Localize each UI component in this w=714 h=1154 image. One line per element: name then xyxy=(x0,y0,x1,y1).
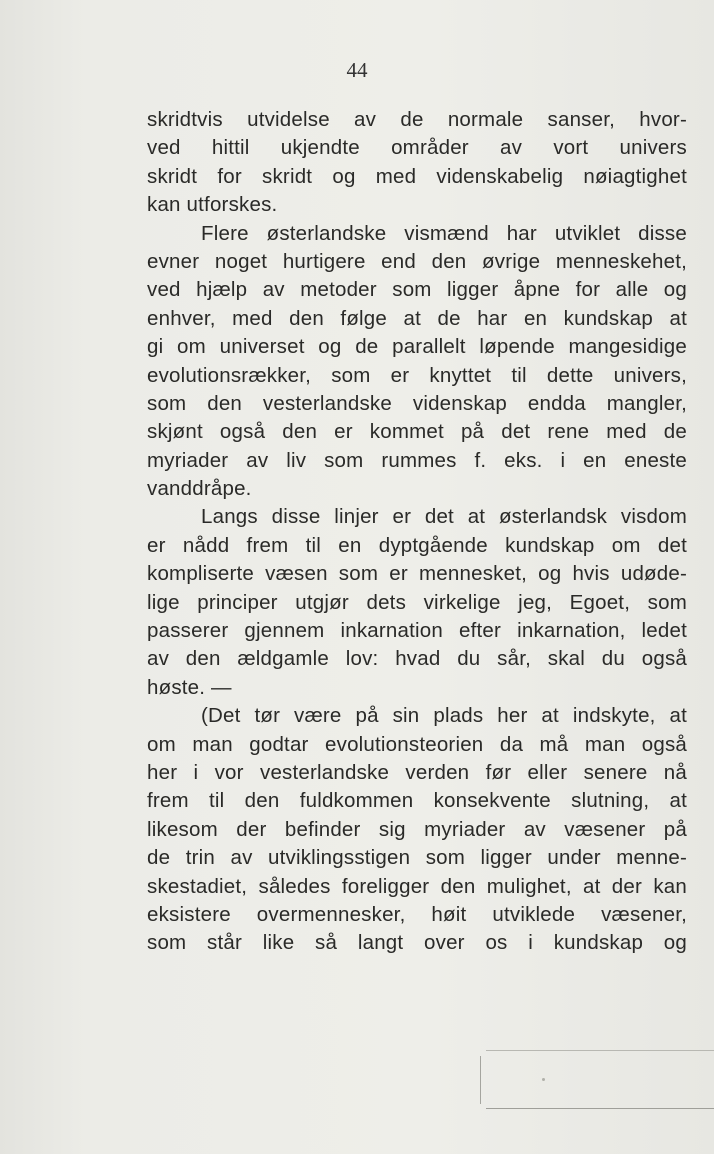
text-line: kompliserte væsen som er mennesket, og hvis udøde- xyxy=(147,562,687,586)
text-line: lige principer utgjør dets virkelige jeg, Egoet, som xyxy=(147,590,687,614)
text-line: skridtvis utvidelse av de normale sanser, hvor- xyxy=(147,108,687,131)
text-line: evolutionsrækker, som er knyttet til dette univers, xyxy=(147,363,687,387)
text-line: ved hittil ukjendte områder av vort univers xyxy=(147,136,687,160)
text-line: likesom der befinder sig myriader av væsener på xyxy=(147,817,687,841)
paragraph-start-line: Langs disse linjer er det at østerlandsk visdom xyxy=(201,505,687,529)
text-line: her i vor vesterlandske verden før eller senere nå xyxy=(147,760,687,784)
text-line: er nådd frem til en dyptgående kundskap om det xyxy=(147,533,687,557)
text-line: høste. — xyxy=(147,675,232,699)
text-line: kan utforskes. xyxy=(147,193,278,217)
text-line: frem til den fuldkommen konsekvente slutning, at xyxy=(147,789,687,813)
frame-dot xyxy=(542,1078,545,1081)
text-line: enhver, med den følge at de har en kundskap at xyxy=(147,306,687,330)
text-line: de trin av utviklingsstigen som ligger under menne- xyxy=(147,846,687,870)
text-line: passerer gjennem inkarnation efter inkarnation, ledet xyxy=(147,619,687,643)
frame-bottom-line xyxy=(486,1108,714,1109)
text-line: av den ældgamle lov: hvad du sår, skal du også xyxy=(147,647,687,671)
text-line: vanddråpe. xyxy=(147,477,252,501)
text-line: om man godtar evolutionsteorien da må man også xyxy=(147,732,687,756)
paragraph-start-line: (Det tør være på sin plads her at indskyte, at xyxy=(201,704,687,728)
text-line: skridt for skridt og med videnskabelig nøiagtighet xyxy=(147,164,687,188)
paragraph-start-line: Flere østerlandske vismænd har utviklet disse xyxy=(201,221,687,245)
page-number: 44 xyxy=(346,58,368,82)
frame-top-line xyxy=(486,1050,714,1051)
body-text xyxy=(147,106,687,958)
text-line: som den vesterlandske videnskap endda mangler, xyxy=(147,391,687,415)
text-line: som står like så langt over os i kundskap og xyxy=(147,931,687,955)
text-line: gi om universet og de parallelt løpende mangesidige xyxy=(147,335,687,359)
text-line: eksistere overmennesker, høit utviklede væsener, xyxy=(147,902,687,926)
text-line: skestadiet, således foreligger den mulighet, at der kan xyxy=(147,874,687,898)
frame-left-line xyxy=(480,1056,481,1104)
scan-stamp-frame xyxy=(478,1050,714,1110)
text-line: evner noget hurtigere end den øvrige menneskehet, xyxy=(147,249,687,273)
text-line: myriader av liv som rummes f. eks. i en eneste xyxy=(147,448,687,472)
text-line: ved hjælp av metoder som ligger åpne for alle og xyxy=(147,278,687,302)
text-line: skjønt også den er kommet på det rene med de xyxy=(147,420,687,444)
